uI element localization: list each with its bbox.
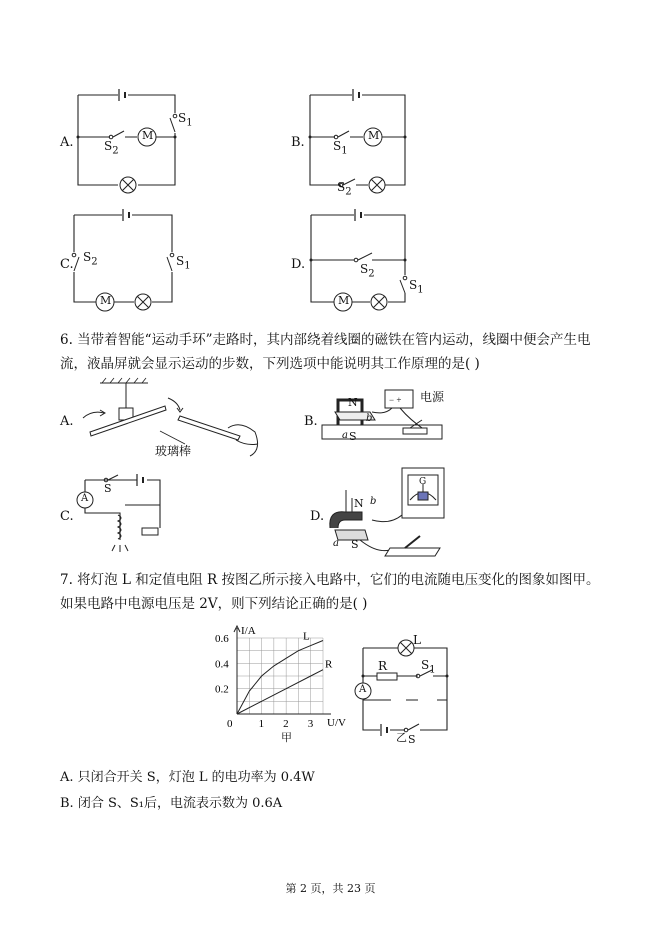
- q6-choice-a[interactable]: A.: [60, 414, 74, 429]
- galvanometer-label: G: [419, 477, 427, 487]
- series-line-R: [237, 670, 323, 714]
- series-label-L: L: [303, 630, 310, 643]
- magnet-s-label: S: [351, 538, 359, 551]
- magnet-n-label: N: [348, 396, 358, 409]
- switch-s2-label: $S_2$: [83, 250, 98, 268]
- switch-s1-label: $S_1$: [409, 278, 424, 296]
- caption-jia: 甲: [281, 731, 292, 744]
- svg-text:− +: − +: [389, 395, 402, 405]
- choice-label-a[interactable]: A.: [60, 135, 74, 150]
- y-tick-label: 0.4: [215, 658, 229, 671]
- q6-choice-d[interactable]: D.: [310, 509, 325, 524]
- switch-s2-label: $S_2$: [360, 262, 375, 280]
- glass-rod-label: 玻璃棒: [155, 444, 192, 458]
- choice-label-b[interactable]: B.: [291, 135, 305, 150]
- question-6-text: 6. 当带着智能“运动手环”走路时，其内部绕着线圈的磁铁在管内运动，线圈中便会产生电流，液晶屏就会显示运动的步数，下列选项中能说明其工作原理的是( ): [60, 332, 591, 372]
- y-tick-label: 0.2: [215, 683, 229, 696]
- x-tick-label: 0: [227, 718, 233, 730]
- switch-s1-label: $S_1$: [176, 254, 191, 272]
- point-a-label: a: [342, 430, 348, 441]
- point-b-label: b: [370, 496, 377, 507]
- ammeter-label: A: [359, 684, 367, 695]
- switch-s-label: S: [408, 733, 416, 746]
- x-tick-label: 3: [307, 718, 314, 730]
- caption-yi: 乙: [396, 731, 407, 744]
- y-tick-label: 0.6: [215, 633, 229, 645]
- x-axis-label: U/V: [327, 717, 346, 729]
- q6-choice-b[interactable]: B.: [304, 414, 318, 429]
- point-b-label: b: [366, 413, 373, 424]
- motor-label: M: [100, 294, 112, 307]
- ammeter-label: A: [81, 493, 89, 504]
- series-line-L: [237, 641, 323, 715]
- switch-s2-label: $S_2$: [104, 139, 119, 157]
- magnet-n-label: N: [354, 497, 364, 510]
- x-tick-label: 2: [283, 718, 289, 730]
- y-axis-label: I/A: [241, 625, 256, 637]
- q7-choice-a[interactable]: A. 只闭合开关 S，灯泡 L 的电功率为 0.4W: [60, 770, 315, 785]
- motor-label: M: [368, 129, 380, 142]
- switch-s2-label: $S_2$: [337, 180, 352, 198]
- choice-label-d[interactable]: D.: [291, 257, 306, 272]
- motor-label: M: [338, 294, 350, 307]
- question-7-text: 7. 将灯泡 L 和定值电阻 R 按图乙所示接入电路中，它们的电流随电压变化的图象如图甲。如果电路中电源电压是 2V，则下列结论正确的是( ): [60, 572, 600, 612]
- power-source-label: 电源: [420, 390, 445, 404]
- lamp-l-label: L: [413, 633, 421, 647]
- switch-label: S: [104, 482, 112, 495]
- q6-choice-c[interactable]: C.: [60, 509, 74, 524]
- x-tick-label: 1: [258, 718, 265, 730]
- switch-s1-label: $S_1$: [333, 139, 348, 157]
- page-footer: 第 2 页，共 23 页: [285, 882, 376, 895]
- switch-s1-label: $S_1$: [421, 658, 436, 676]
- point-a-label: a: [333, 538, 339, 549]
- motor-label: M: [142, 129, 154, 142]
- resistor-r-label: R: [378, 659, 388, 673]
- switch-s1-label: $S_1$: [178, 111, 193, 129]
- choice-label-c[interactable]: C.: [60, 257, 74, 272]
- magnet-s-label: S: [349, 430, 357, 443]
- series-label-R: R: [325, 658, 333, 671]
- q7-choice-b[interactable]: B. 闭合 S、S₁后，电流表示数为 0.6A: [60, 796, 283, 811]
